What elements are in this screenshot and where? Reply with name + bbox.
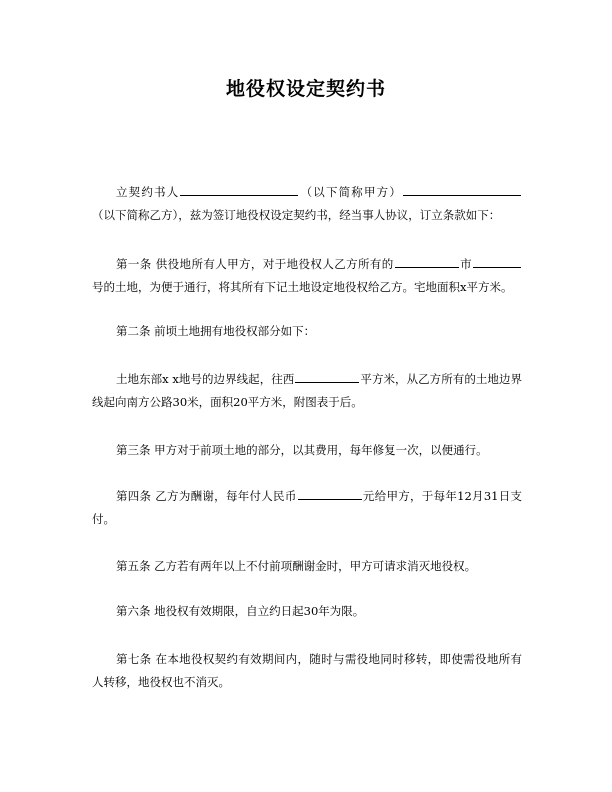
preamble-text-2: （以下简称甲方）	[299, 185, 403, 199]
article-1-text-1: 第一条 供役地所有人甲方，对于地役权人乙方所有的	[116, 257, 394, 271]
article-1-paragraph	[92, 253, 522, 299]
article-2-detail-text-2: 平方米，从乙方所有的土地边界线起向南方公路30米，面积20平方米，附图表于后。	[92, 372, 522, 409]
article-4-text-2: 元给甲方，于每年12月31日支付。	[92, 489, 523, 526]
article-2-detail-paragraph	[92, 368, 522, 414]
article-3-paragraph: 第三条 甲方对于前项土地的部分，以其费用，每年修复一次，以便通行。	[116, 443, 488, 457]
article-4-text-1: 第四条 乙方为酬谢，每年付人民币	[116, 489, 297, 503]
payment-amount-blank	[298, 486, 362, 500]
article-2-paragraph: 第二条 前顷土地拥有地役权部分如下：	[116, 324, 316, 338]
article-1-text-3: 号的土地，为便于通行，将其所有下记土地设定地役权给乙方。宅地面积x平方米。	[92, 280, 513, 294]
city-blank	[395, 254, 459, 268]
document-title: 地役权设定契约书	[225, 78, 386, 100]
area-blank	[295, 369, 359, 383]
article-4-paragraph	[92, 485, 522, 531]
article-2-detail-text-1: 土地东部x x地号的边界线起，往西	[116, 372, 295, 386]
article-6-paragraph: 第六条 地役权有效期限，自立约日起30年为限。	[116, 604, 365, 618]
party-b-blank	[403, 182, 521, 196]
preamble-text-3: （以下简称乙方），兹为签订地役权设定契约书，经当事人协议，订立条款如下：	[92, 208, 501, 222]
article-5-paragraph: 第五条 乙方若有两年以上不付前项酬谢金时，甲方可请求消灭地役权。	[116, 559, 477, 573]
preamble-text-1: 立契约书人	[116, 185, 180, 199]
lot-number-blank	[473, 254, 521, 268]
article-7-paragraph: 第七条 在本地役权契约有效期间内，随时与需役地同时移转，即使需役地所有人转移，地役权也不消灭。	[92, 652, 522, 689]
article-1-text-2: 市	[459, 257, 472, 271]
preamble-paragraph	[92, 181, 522, 227]
party-a-blank	[180, 182, 298, 196]
